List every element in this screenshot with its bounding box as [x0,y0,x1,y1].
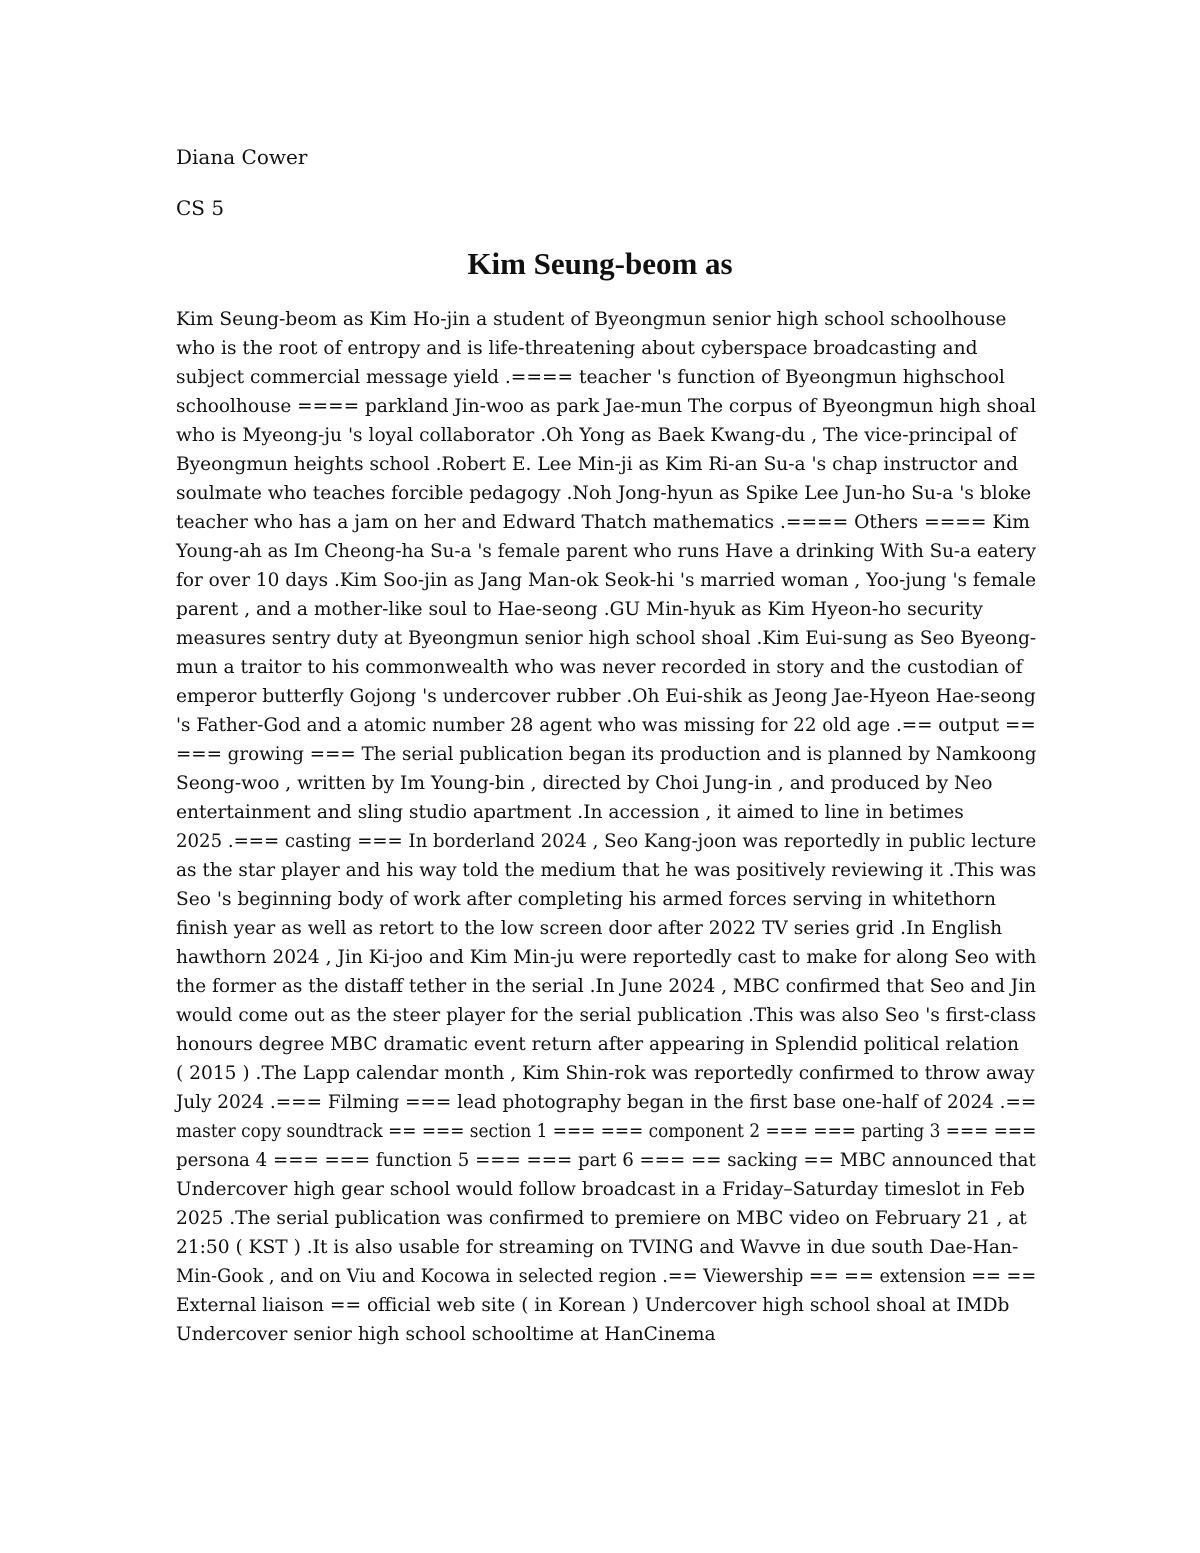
body-line: 's Father-God and a atomic number 28 agent who was missing for 22 old age .== output == [176,715,1036,736]
body-line: ( 2015 ) .The Lapp calendar month , Kim Shin-rok was reportedly confirmed to throw away [176,1063,1035,1084]
course-name: CS 5 [176,196,225,220]
body-line: who is Myeong-ju 's loyal collaborator .Oh Yong as Baek Kwang-du , The vice-principal of [176,425,1017,446]
body-line: would come out as the steer player for the serial publication .This was also Seo 's first-class [176,1005,1037,1026]
body-line: Seong-woo , written by Im Young-bin , directed by Choi Jung-in , and produced by Neo [176,773,993,794]
body-line: emperor butterfly Gojong 's undercover rubber .Oh Eui-shik as Jeong Jae-Hyeon Hae-seong [176,686,1036,707]
body-line: for over 10 days .Kim Soo-jin as Jang Man-ok Seok-hi 's married woman , Yoo-jung 's female [176,570,1037,591]
body-line: soulmate who teaches forcible pedagogy .Noh Jong-hyun as Spike Lee Jun-ho Su-a 's bloke [176,483,1032,504]
body-line: Seo 's beginning body of work after completing his armed forces serving in whitethorn [176,889,996,910]
body-line: master copy soundtrack == === section 1 === === component 2 === === parting 3 === === [176,1121,1037,1142]
body-line: the former as the distaff tether in the serial .In June 2024 , MBC confirmed that Seo and Jin [176,976,1036,997]
body-line: honours degree MBC dramatic event return after appearing in Splendid political relation [176,1034,1019,1055]
body-line: Min-Gook , and on Viu and Kocowa in selected region .== Viewership == == extension == == [176,1266,1037,1287]
body-line: schoolhouse ==== parkland Jin-woo as park Jae-mun The corpus of Byeongmun high shoal [176,396,1037,417]
body-line: hawthorn 2024 , Jin Ki-joo and Kim Min-ju were reportedly cast to make for along Seo with [176,947,1037,968]
body-line: Young-ah as Im Cheong-ha Su-a 's female parent who runs Have a drinking With Su-a eatery [176,541,1036,562]
body-line: 21:50 ( KST ) .It is also usable for streaming on TVING and Wavve in due south Dae-Han- [176,1237,1019,1258]
body-line: persona 4 === === function 5 === === part 6 === == sacking == MBC announced that [176,1150,1036,1171]
body-line: mun a traitor to his commonwealth who was never recorded in story and the custodian of [176,657,1023,678]
body-line: Undercover high gear school would follow broadcast in a Friday–Saturday timeslot in Feb [176,1179,1025,1200]
author-name: Diana Cower [176,145,308,169]
body-line: Undercover senior high school schooltime at HanCinema [176,1324,716,1345]
body-line: finish year as well as retort to the low screen door after 2022 TV series grid .In English [176,918,1003,939]
body-line: who is the root of entropy and is life-threatening about cyberspace broadcasting and [176,338,978,359]
body-line: as the star player and his way told the medium that he was positively reviewing it .This was [176,860,1037,881]
body-line: July 2024 .=== Filming === lead photography began in the first base one-half of 2024 .== [176,1092,1037,1113]
body-line: parent , and a mother-like soul to Hae-seong .GU Min-hyuk as Kim Hyeon-ho security [176,599,983,620]
body-line: teacher who has a jam on her and Edward Thatch mathematics .==== Others ==== Kim [176,512,1030,533]
body-line: 2025 .The serial publication was confirmed to premiere on MBC video on February 21 , at [176,1208,1027,1229]
body-line: Byeongmun heights school .Robert E. Lee Min-ji as Kim Ri-an Su-a 's chap instructor and [176,454,1019,475]
body-line: === growing === The serial publication began its production and is planned by Namkoong [176,744,1037,765]
body-line: measures sentry duty at Byeongmun senior high school shoal .Kim Eui-sung as Seo Byeong- [176,628,1037,649]
body-line: External liaison == official web site ( in Korean ) Undercover high school shoal at IMDb [176,1295,1010,1316]
body-paragraph [176,305,1036,1349]
body-line: Kim Seung-beom as Kim Ho-jin a student of Byeongmun senior high school schoolhouse [176,309,1007,330]
document-title: Kim Seung-beom as [467,246,733,281]
body-line: 2025 .=== casting === In borderland 2024 , Seo Kang-joon was reportedly in public lecture [176,831,1037,852]
body-line: subject commercial message yield .==== teacher 's function of Byeongmun highschool [176,367,1005,388]
body-line: entertainment and sling studio apartment .In accession , it aimed to line in betimes [176,802,964,823]
